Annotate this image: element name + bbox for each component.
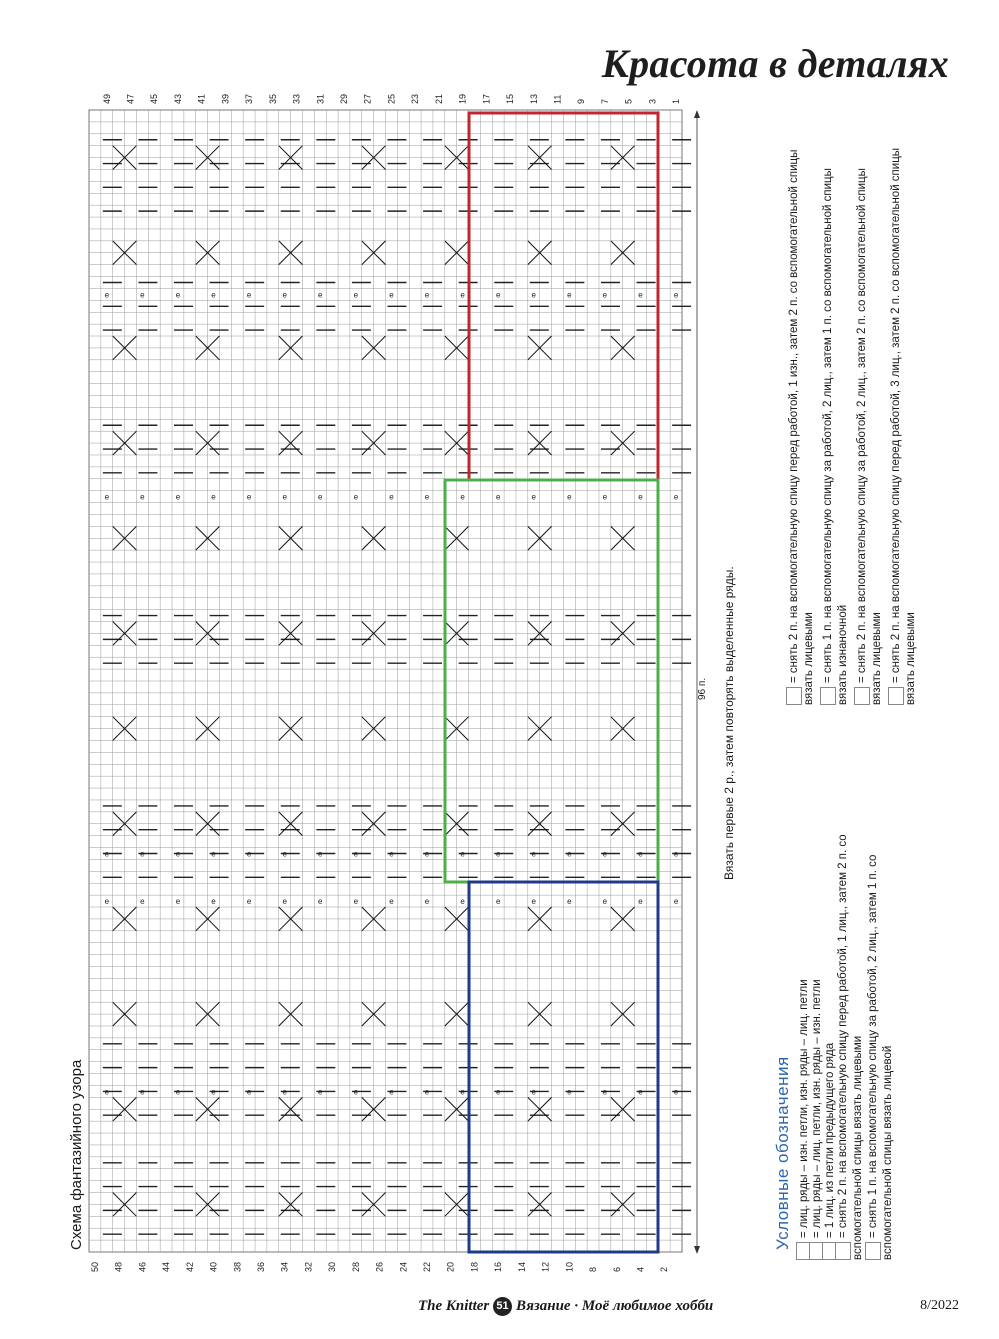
legend-item-text: = 1 лиц. из петли предыдущего ряда xyxy=(824,1042,837,1238)
row-number-bottom: 38 xyxy=(232,1261,243,1272)
row-number-top: 23 xyxy=(410,93,421,104)
legend-item-text: = снять 2 п. на вспомогательную спицу перед работой, 3 лиц., затем 2 п. со вспомогательной спицы вязать лицевыми xyxy=(890,147,917,705)
row-number-top: 47 xyxy=(125,93,136,104)
loop-stitch-mark: e xyxy=(140,897,145,907)
loop-stitch-mark: e xyxy=(140,492,145,502)
loop-stitch-mark: e xyxy=(282,897,287,907)
loop-stitch-mark: e xyxy=(531,290,536,300)
loop-stitch-mark: e xyxy=(567,849,572,859)
row-number-bottom: 8 xyxy=(588,1266,599,1272)
loop-stitch-mark: e xyxy=(318,1087,323,1097)
loop-stitch-mark: e xyxy=(175,1087,181,1097)
loop-stitch-mark: e xyxy=(460,1087,465,1097)
loop-stitch-mark: e xyxy=(104,849,110,859)
row-number-top: 9 xyxy=(576,98,587,104)
row-number-bottom: 22 xyxy=(422,1261,433,1272)
loop-stitch-mark: e xyxy=(673,1087,679,1097)
legend-item-text: = снять 1 п. на вспомогательную спицу за работой, 2 лиц., затем 1 п. со вспомогательной спицы вязать изнаночной xyxy=(822,168,849,705)
loop-stitch-mark: e xyxy=(175,290,181,300)
legend-item-text: = снять 2 п. на вспомогательную спицу перед работой, 1 лиц., затем 2 п. со вспомогательной спицы вязать лицевыми xyxy=(837,834,864,1260)
footer-page-number: 51 xyxy=(493,1297,512,1316)
row-number-top: 27 xyxy=(362,93,373,104)
legend-item xyxy=(835,800,865,1260)
loop-stitch-mark: e xyxy=(567,492,572,502)
loop-stitch-mark: e xyxy=(140,1087,145,1097)
row-number-top: 37 xyxy=(244,93,255,104)
legend-item-text: = снять 1 п. на вспомогательную спицу за работой, 2 лиц., затем 1 п. со вспомогательной спицы вязать лицевой xyxy=(867,854,894,1260)
loop-stitch-mark: e xyxy=(175,492,181,502)
loop-stitch-mark: e xyxy=(175,897,181,907)
loop-stitch-mark: e xyxy=(282,290,287,300)
loop-stitch-mark: e xyxy=(318,897,323,907)
loop-stitch-mark: e xyxy=(211,290,216,300)
loop-stitch-mark: e xyxy=(424,1087,430,1097)
loop-stitch-mark: e xyxy=(673,290,679,300)
legend-item-text: = лиц. ряды – изн. петли, изн. ряды – лиц. петли xyxy=(798,979,811,1238)
loop-stitch-mark: e xyxy=(246,492,252,502)
row-number-bottom: 40 xyxy=(208,1261,219,1272)
row-number-bottom: 14 xyxy=(516,1261,527,1272)
row-number-top: 35 xyxy=(267,93,278,104)
loop-stitch-mark: e xyxy=(104,290,110,300)
row-number-bottom: 20 xyxy=(445,1261,456,1272)
loop-stitch-mark: e xyxy=(638,897,643,907)
legend-item xyxy=(820,135,850,705)
loop-stitch-mark: e xyxy=(673,897,679,907)
loop-stitch-mark: e xyxy=(460,897,465,907)
row-number-bottom: 6 xyxy=(611,1266,622,1272)
cross-left-icon xyxy=(865,1242,881,1260)
loop-stitch-mark: e xyxy=(602,492,608,502)
loop-stitch-mark: e xyxy=(424,897,430,907)
row-number-top: 19 xyxy=(457,93,468,104)
loop-stitch-mark: e xyxy=(567,290,572,300)
row-number-top: 43 xyxy=(172,93,183,104)
row-number-top: 31 xyxy=(315,93,326,104)
legend-item-text: = снять 2 п. на вспомогательную спицу перед работой, 1 изн., затем 2 п. со вспомогательной спицы вязать лицевыми xyxy=(788,149,815,705)
row-number-bottom: 26 xyxy=(374,1261,385,1272)
legend-item xyxy=(786,135,816,705)
loop-stitch-mark: e xyxy=(602,1087,608,1097)
loop-stitch-mark: e xyxy=(246,290,252,300)
row-number-bottom: 32 xyxy=(303,1261,314,1272)
loop-stitch-mark: e xyxy=(460,492,465,502)
row-number-bottom: 2 xyxy=(659,1266,670,1272)
loop-stitch-mark: e xyxy=(282,849,287,859)
loop-stitch-mark: e xyxy=(567,897,572,907)
row-number-bottom: 34 xyxy=(279,1261,290,1272)
loop-stitch-mark: e xyxy=(246,1087,252,1097)
legend-heading: Условные обозначения xyxy=(773,1056,792,1250)
arrow-down-icon xyxy=(694,1246,700,1254)
row-number-bottom: 28 xyxy=(350,1261,361,1272)
loop-stitch-mark: e xyxy=(175,849,181,859)
row-number-top: 5 xyxy=(623,98,634,104)
row-number-top: 41 xyxy=(196,93,207,104)
loop-stitch-mark: e xyxy=(389,1087,394,1097)
chart-width-label: 96 п. xyxy=(697,677,708,700)
legend-item-text: = снять 2 п. на вспомогательную спицу за работой, 2 лиц., затем 2 п. со вспомогательной спицы вязать лицевыми xyxy=(856,168,883,705)
row-number-bottom: 30 xyxy=(327,1261,338,1272)
loop-stitch-mark: e xyxy=(389,492,394,502)
loop-stitch-mark: e xyxy=(353,849,359,859)
row-number-bottom: 12 xyxy=(540,1261,551,1272)
row-number-bottom: 24 xyxy=(398,1261,409,1272)
legend-item xyxy=(888,135,918,705)
loop-stitch-mark: e xyxy=(495,1087,501,1097)
row-number-bottom: 42 xyxy=(184,1261,195,1272)
loop-stitch-mark: e xyxy=(318,492,323,502)
row-number-top: 3 xyxy=(647,98,658,104)
row-number-top: 49 xyxy=(101,93,112,104)
footer-brand: The Knitter xyxy=(418,1298,490,1314)
row-number-top: 33 xyxy=(291,93,302,104)
loop-stitch-mark: e xyxy=(389,849,394,859)
legend-item xyxy=(796,780,809,1260)
loop-stitch-mark: e xyxy=(211,1087,216,1097)
loop-stitch-mark: e xyxy=(318,290,323,300)
loop-stitch-mark: e xyxy=(140,849,145,859)
loop-stitch-mark: e xyxy=(602,897,608,907)
legend-list-right xyxy=(786,130,918,705)
row-number-bottom: 16 xyxy=(493,1261,504,1272)
row-number-bottom: 36 xyxy=(255,1261,266,1272)
loop-stitch-mark: e xyxy=(424,290,430,300)
loop-stitch-mark: e xyxy=(282,492,287,502)
loop-stitch-mark: e xyxy=(246,897,252,907)
loop-stitch-mark: e xyxy=(246,849,252,859)
loop-stitch-mark: e xyxy=(424,849,430,859)
cross-2x2-icon xyxy=(854,687,870,705)
loop-stitch-mark: e xyxy=(211,849,216,859)
row-number-top: 25 xyxy=(386,93,397,104)
legend-item xyxy=(809,780,822,1260)
chart-title: Схема фантазийного узора xyxy=(68,1059,85,1250)
footer-tagline: Вязание · Моё любимое хобби xyxy=(516,1298,714,1314)
row-number-bottom: 50 xyxy=(89,1261,100,1272)
row-number-bottom: 48 xyxy=(113,1261,124,1272)
loop-stitch-mark: e xyxy=(353,492,359,502)
loop-stitch-mark: e xyxy=(495,849,501,859)
loop-stitch-mark: e xyxy=(602,290,608,300)
legend-item xyxy=(865,800,895,1260)
loop-stitch-mark: e xyxy=(495,897,501,907)
cross-purl-right-icon xyxy=(786,687,802,705)
page-footer xyxy=(0,1296,999,1318)
row-number-bottom: 10 xyxy=(564,1261,575,1272)
loop-stitch-mark: e xyxy=(104,492,110,502)
row-number-bottom: 18 xyxy=(469,1261,480,1272)
loop-stitch-mark: e xyxy=(460,290,465,300)
loop-stitch-mark: e xyxy=(673,849,679,859)
loop-stitch-mark: e xyxy=(673,492,679,502)
row-number-top: 17 xyxy=(481,93,492,104)
loop-stitch-mark: e xyxy=(353,290,359,300)
loop-stitch-mark: e xyxy=(460,849,465,859)
legend-list-left xyxy=(796,780,895,1260)
loop-stitch-mark: e xyxy=(104,1087,110,1097)
row-number-bottom: 4 xyxy=(635,1266,646,1272)
cross-2x3-icon xyxy=(888,687,904,705)
loop-stitch-mark: e xyxy=(531,1087,536,1097)
footer-issue: 8/2022 xyxy=(920,1298,959,1313)
row-number-top: 11 xyxy=(552,94,563,104)
loop-stitch-mark: e xyxy=(531,849,536,859)
legend-item-text: = лиц. ряды – лиц. петли, изн. ряды – изн. петли xyxy=(811,979,824,1238)
row-number-top: 29 xyxy=(338,93,349,104)
loop-stitch-mark: e xyxy=(211,492,216,502)
loop-stitch-mark: e xyxy=(638,492,643,502)
loop-stitch-mark: e xyxy=(531,492,536,502)
loop-stitch-mark: e xyxy=(638,290,643,300)
cross-purl-left-icon xyxy=(820,687,836,705)
row-number-top: 13 xyxy=(528,93,539,104)
loop-stitch-mark: e xyxy=(353,1087,359,1097)
arrow-up-icon xyxy=(694,110,700,118)
loop-stitch-mark: e xyxy=(104,897,110,907)
loop-stitch-mark: e xyxy=(495,492,501,502)
loop-stitch-mark: e xyxy=(353,897,359,907)
row-number-top: 1 xyxy=(671,98,682,104)
row-number-top: 7 xyxy=(599,98,610,104)
repeat-note: Вязать первые 2 р., затем повторять выделенные ряды. xyxy=(722,566,736,880)
loop-stitch-mark: e xyxy=(389,290,394,300)
row-number-top: 21 xyxy=(433,93,444,104)
loop-stitch-mark: e xyxy=(389,897,394,907)
loop-stitch-mark: e xyxy=(495,290,501,300)
loop-stitch-mark: e xyxy=(638,1087,643,1097)
row-number-top: 15 xyxy=(505,93,516,104)
loop-stitch-mark: e xyxy=(140,290,145,300)
row-number-bottom: 46 xyxy=(137,1261,148,1272)
loop-stitch-mark: e xyxy=(567,1087,572,1097)
cross-right-icon xyxy=(835,1242,851,1260)
row-number-top: 45 xyxy=(149,93,160,104)
row-number-top: 39 xyxy=(220,93,231,104)
legend-item xyxy=(854,135,884,705)
loop-stitch-mark: e xyxy=(602,849,608,859)
legend-item xyxy=(822,780,835,1260)
loop-stitch-mark: e xyxy=(318,849,323,859)
loop-stitch-mark: e xyxy=(638,849,643,859)
row-number-bottom: 44 xyxy=(161,1261,172,1272)
loop-stitch-mark: e xyxy=(531,897,536,907)
loop-stitch-mark: e xyxy=(424,492,430,502)
loop-stitch-mark: e xyxy=(211,897,216,907)
loop-stitch-mark: e xyxy=(282,1087,287,1097)
page-title: Красота в деталях xyxy=(601,41,949,86)
